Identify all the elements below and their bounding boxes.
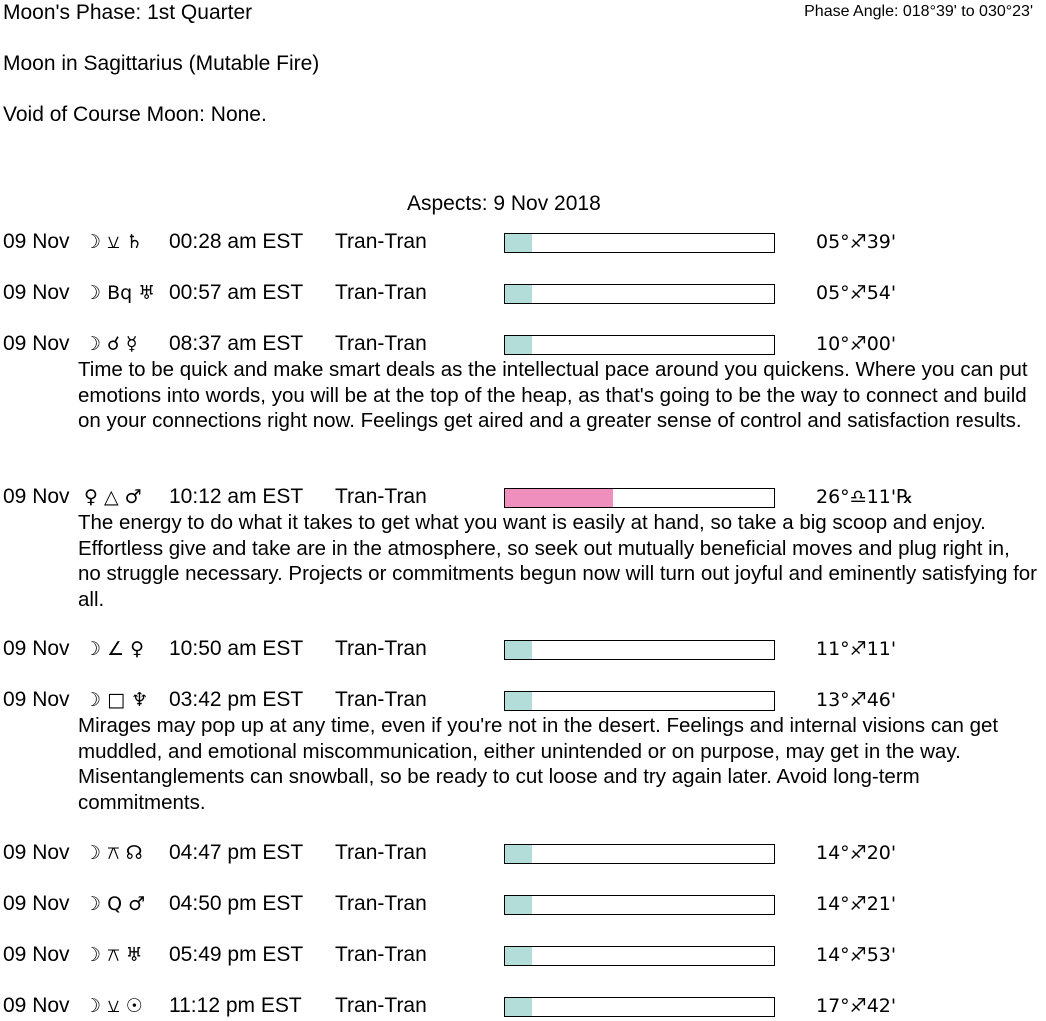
aspect-type: Tran-Tran (335, 841, 427, 864)
aspect-date: 09 Nov (3, 230, 70, 253)
aspect-glyphs: ♀ △ ♂ (84, 486, 142, 508)
strength-bar (504, 233, 775, 253)
aspect-time: 10:50 am EST (169, 637, 304, 660)
aspect-date: 09 Nov (3, 332, 70, 355)
aspect-type: Tran-Tran (335, 994, 427, 1017)
aspect-glyphs: ☽ □ ♆ (84, 689, 149, 711)
aspect-row (0, 840, 1046, 866)
aspect-interpretation: Mirages may pop up at any time, even if you're not in the desert. Feelings and internal visions can get muddled, and emotional miscommunication, either unintended or on purpose, may get in the way. Misentanglements can snowball, so be ready to cut loose and try again later. Avoid long-term commitments. (78, 714, 999, 814)
strength-fill (505, 641, 532, 659)
strength-fill (505, 285, 532, 303)
aspect-position: 14°♐53' (816, 944, 897, 966)
aspect-date: 09 Nov (3, 892, 70, 915)
aspect-glyphs: ☽ Q ♂ (84, 893, 146, 915)
aspect-row (0, 993, 1046, 1019)
aspect-type: Tran-Tran (335, 332, 427, 355)
strength-fill (505, 489, 613, 507)
aspect-row (0, 891, 1046, 917)
aspect-type: Tran-Tran (335, 281, 427, 304)
strength-bar (504, 997, 775, 1017)
aspect-date: 09 Nov (3, 281, 70, 304)
aspect-row (0, 280, 1046, 306)
aspect-position: 05°♐39' (816, 231, 897, 253)
aspect-time: 00:57 am EST (169, 281, 304, 304)
aspect-date: 09 Nov (3, 994, 70, 1017)
aspect-date: 09 Nov (3, 943, 70, 966)
aspect-date: 09 Nov (3, 688, 70, 711)
aspect-time: 03:42 pm EST (169, 688, 304, 711)
aspect-type: Tran-Tran (335, 943, 427, 966)
aspect-position: 05°♐54' (816, 282, 897, 304)
aspect-type: Tran-Tran (335, 688, 427, 711)
aspect-type: Tran-Tran (335, 230, 427, 253)
aspect-position: 17°♐42' (816, 995, 897, 1017)
aspect-time: 04:50 pm EST (169, 892, 304, 915)
strength-bar (504, 488, 775, 508)
aspect-glyphs: ☽ ⚺ ☉ (84, 995, 143, 1017)
aspect-date: 09 Nov (3, 637, 70, 660)
strength-fill (505, 336, 532, 354)
aspects-title: Aspects: 9 Nov 2018 (407, 192, 601, 215)
aspect-position: 11°♐11' (816, 638, 897, 660)
strength-bar (504, 335, 775, 355)
aspect-glyphs: ☽ ⚻ ☊ (84, 842, 143, 864)
aspect-glyphs: ☽ ⚺ ♄ (84, 231, 143, 253)
aspect-row (0, 229, 1046, 255)
moon-sign: Moon in Sagittarius (Mutable Fire) (3, 52, 320, 75)
aspect-time: 00:28 am EST (169, 230, 304, 253)
aspect-glyphs: ☽ Bq ♅ (84, 282, 156, 304)
aspect-row (0, 636, 1046, 662)
aspect-type: Tran-Tran (335, 637, 427, 660)
aspect-position: 14°♐20' (816, 842, 897, 864)
strength-fill (505, 947, 532, 965)
aspect-time: 05:49 pm EST (169, 943, 304, 966)
aspect-row (0, 484, 1046, 510)
strength-fill (505, 896, 532, 914)
void-of-course: Void of Course Moon: None. (3, 103, 267, 126)
aspect-time: 11:12 pm EST (169, 994, 302, 1017)
aspect-interpretation: The energy to do what it takes to get what you want is easily at hand, so take a big scoop and enjoy. Effortless give and take are in the atmosphere, so seek out mutually beneficial moves and plug right in, no struggle necessary. Projects or commitments begun now will turn out joyful and eminently satisfying for all. (78, 511, 1038, 611)
phase-angle: Phase Angle: 018°39' to 030°23' (804, 3, 1033, 20)
aspect-position: 13°♐46' (816, 689, 897, 711)
strength-fill (505, 692, 532, 710)
aspect-time: 10:12 am EST (169, 485, 304, 508)
strength-bar (504, 284, 775, 304)
aspect-position: 10°♐00' (816, 333, 897, 355)
aspect-date: 09 Nov (3, 841, 70, 864)
strength-bar (504, 640, 775, 660)
aspect-glyphs: ☽ ☌ ☿ (84, 333, 138, 355)
strength-fill (505, 845, 532, 863)
aspect-type: Tran-Tran (335, 892, 427, 915)
strength-bar (504, 691, 775, 711)
aspect-glyphs: ☽ ⚻ ♅ (84, 944, 143, 966)
aspect-position: 26°♎11'℞ (816, 486, 914, 508)
aspect-type: Tran-Tran (335, 485, 427, 508)
strength-bar (504, 946, 775, 966)
aspect-position: 14°♐21' (816, 893, 897, 915)
strength-fill (505, 998, 532, 1016)
aspect-time: 08:37 am EST (169, 332, 304, 355)
aspect-time: 04:47 pm EST (169, 841, 304, 864)
aspect-interpretation: Time to be quick and make smart deals as the intellectual pace around you quickens. Where you can put emotions into words, you will be at the top of the heap, as that's going to be the way to connect and build on your connections right now. Feelings get aired and a greater sense of control and satisfaction results. (78, 358, 1028, 432)
strength-bar (504, 895, 775, 915)
aspect-row (0, 687, 1046, 713)
aspect-glyphs: ☽ ∠ ♀ (84, 638, 145, 660)
aspect-date: 09 Nov (3, 485, 70, 508)
aspect-row (0, 942, 1046, 968)
aspect-row (0, 331, 1046, 357)
moon-phase: Moon's Phase: 1st Quarter (3, 1, 253, 24)
strength-bar (504, 844, 775, 864)
strength-fill (505, 234, 532, 252)
